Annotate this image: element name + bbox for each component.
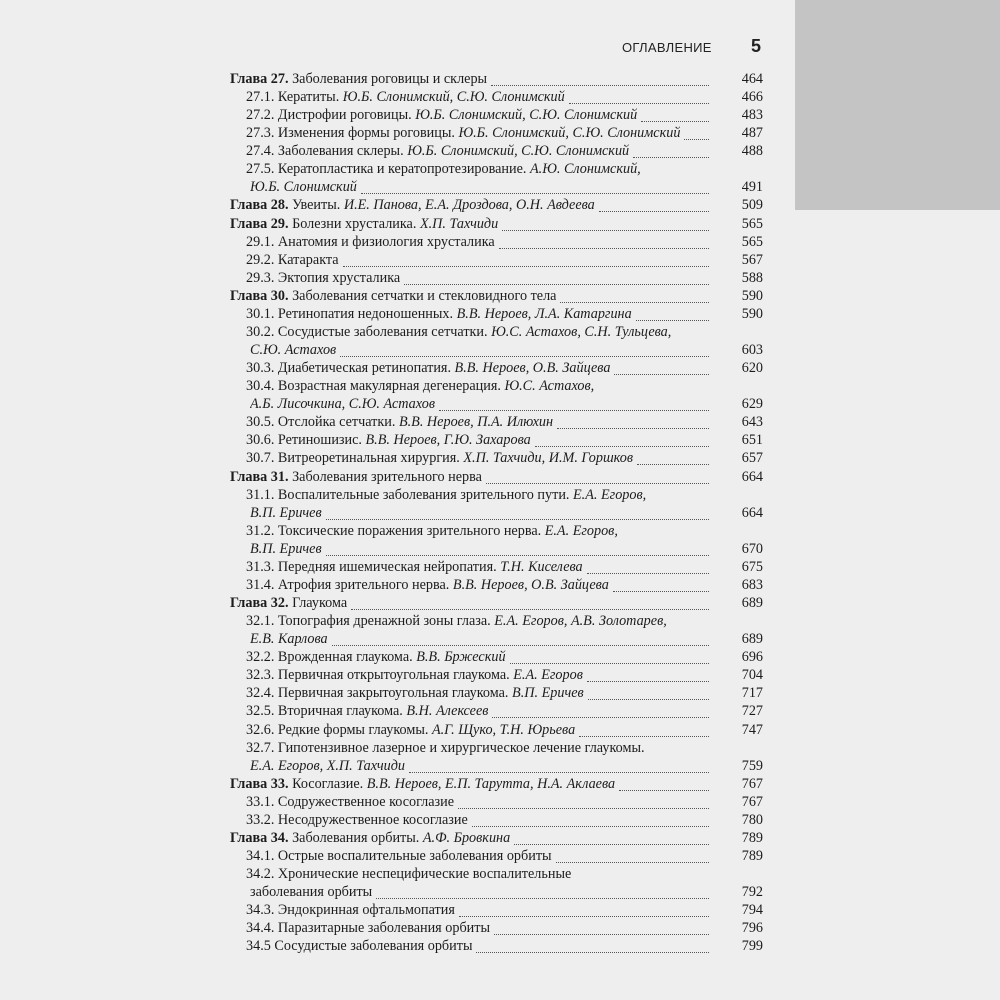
toc-dot-leader — [641, 120, 709, 122]
toc-entry-title: 30.3. Диабетическая ретинопатия. — [246, 360, 451, 377]
toc-dot-leader — [332, 644, 709, 646]
toc-entry-title: 32.2. Врожденная глаукома. — [246, 649, 413, 666]
toc-entry-line — [250, 341, 336, 359]
toc-chapter-number: Глава 31. — [230, 468, 289, 485]
toc-page-number: 780 — [741, 811, 763, 828]
toc-page-number: 727 — [741, 703, 763, 720]
toc-page-number: 466 — [741, 89, 763, 106]
toc-dot-leader — [458, 807, 709, 809]
toc-entry-title: 30.7. Витреоретинальная хирургия. — [246, 450, 460, 467]
toc-entry-authors: Е.В. Карлова — [250, 631, 328, 648]
toc-dot-leader — [376, 897, 709, 899]
toc-page-number: 689 — [741, 631, 763, 648]
toc-entry-authors: А.Г. Щуко, Т.Н. Юрьева — [431, 721, 576, 738]
toc-entry-line — [246, 919, 490, 937]
toc-entry-authors: В.В. Нероев, П.А. Илюхин — [398, 414, 554, 431]
toc-entry-line — [246, 449, 633, 467]
toc-entry-title: 30.4. Возрастная макулярная дегенерация. — [246, 378, 501, 395]
toc-page-number: 670 — [741, 540, 763, 557]
toc-dot-leader — [351, 608, 709, 610]
toc-page-number: 767 — [741, 793, 763, 810]
toc-entry-authors: Т.Н. Киселева — [500, 558, 583, 575]
toc-entry-line — [246, 558, 583, 576]
toc-page-number: 796 — [741, 920, 763, 937]
toc-page-number: 696 — [741, 649, 763, 666]
toc-chapter-line — [230, 468, 482, 486]
toc-chapter-number: Глава 27. — [230, 71, 289, 87]
toc-page-number: 603 — [741, 342, 763, 359]
toc-dot-leader — [587, 680, 709, 682]
toc-entry-title: заболевания орбиты — [250, 884, 373, 901]
toc-entry-line — [246, 142, 629, 160]
toc-chapter-line — [230, 829, 510, 847]
toc-entry-title: 30.6. Ретиношизис. — [246, 432, 362, 449]
toc-page-number: 651 — [741, 432, 763, 449]
toc-entry-title: Заболевания роговицы и склеры — [292, 71, 488, 87]
toc-entry-line — [246, 359, 610, 377]
toc-entry-title: 31.1. Воспалительные заболевания зрительного пути. — [246, 486, 570, 503]
toc-entry-title: 32.6. Редкие формы глаукомы. — [246, 721, 429, 738]
toc-dot-leader — [556, 861, 709, 863]
toc-entry-line — [246, 684, 584, 702]
toc-page-number: 483 — [741, 107, 763, 124]
toc-dot-leader — [619, 789, 709, 791]
toc-dot-leader — [588, 698, 709, 700]
toc-entry-line — [246, 702, 488, 720]
toc-dot-leader — [510, 662, 709, 664]
toc-entry-authors: Ю.С. Астахов, С.Н. Тульцева, — [491, 323, 672, 340]
toc-entry-line — [246, 251, 339, 269]
toc-entry-title: 29.1. Анатомия и физиология хрусталика — [246, 233, 495, 250]
toc-chapter-number: Глава 29. — [230, 215, 289, 232]
toc-page-number: 565 — [741, 215, 763, 232]
toc-page-number: 675 — [741, 558, 763, 575]
toc-entry-line — [250, 757, 405, 775]
toc-page-number: 588 — [741, 269, 763, 286]
toc-entry-title: Болезни хрусталика. — [292, 215, 417, 232]
toc-page-number: 664 — [741, 504, 763, 521]
toc-entry-authors: А.Б. Лисочкина, С.Ю. Астахов — [250, 396, 435, 413]
toc-entry-title: Заболевания орбиты. — [292, 829, 420, 846]
toc-entry-line — [246, 522, 618, 540]
toc-page-number: 464 — [741, 71, 763, 87]
toc-chapter-line — [230, 775, 615, 793]
toc-entry-authors: И.Е. Панова, Е.А. Дроздова, О.Н. Авдеева — [343, 197, 595, 214]
toc-entry-title: 34.3. Эндокринная офтальмопатия — [246, 902, 455, 919]
toc-page-number: 620 — [741, 360, 763, 377]
toc-page-number: 767 — [741, 775, 763, 792]
toc-entry-line — [246, 865, 571, 883]
toc-dot-leader — [340, 355, 709, 357]
toc-dot-leader — [502, 229, 709, 231]
toc-entry-line — [250, 395, 435, 413]
toc-entry-line — [246, 377, 594, 395]
toc-dot-leader — [557, 427, 709, 429]
toc-entry-authors: В.П. Еричев — [250, 540, 322, 557]
toc-entry-authors: Ю.С. Астахов, — [504, 378, 595, 395]
toc-entry-authors: Ю.Б. Слонимский, С.Ю. Слонимский — [342, 89, 565, 106]
toc-entry-line — [246, 269, 400, 287]
toc-entry-line — [246, 666, 583, 684]
toc-entry-authors: С.Ю. Астахов — [250, 342, 337, 359]
toc-page-number: 759 — [741, 757, 763, 774]
toc-entry-line — [246, 160, 641, 178]
toc-page-number: 792 — [741, 884, 763, 901]
toc-page-number: 664 — [741, 468, 763, 485]
toc-entry-line — [250, 504, 322, 522]
toc-entry-title: 32.1. Топография дренажной зоны глаза. — [246, 613, 491, 630]
toc-dot-leader — [343, 265, 709, 267]
toc-entry-line — [246, 739, 645, 757]
toc-dot-leader — [514, 843, 709, 845]
toc-page-number: 789 — [741, 848, 763, 864]
toc-dot-leader — [459, 915, 709, 917]
toc-entry-authors: В.В. Нероев, О.В. Зайцева — [452, 576, 609, 593]
toc-page-number: 487 — [741, 125, 763, 142]
toc-dot-leader — [404, 283, 709, 285]
toc-entry-title: 31.4. Атрофия зрительного нерва. — [246, 576, 450, 593]
toc-chapter-line — [230, 215, 498, 233]
toc-dot-leader — [409, 771, 709, 773]
toc-dot-leader — [587, 572, 709, 574]
toc-entry-title: Заболевания зрительного нерва — [292, 468, 482, 485]
toc-chapter-line — [230, 594, 347, 612]
toc-dot-leader — [560, 301, 709, 303]
toc-entry-title: 29.2. Катаракта — [246, 251, 339, 268]
toc-entry-title: 27.2. Дистрофии роговицы. — [246, 107, 412, 124]
toc-entry-authors: В.В. Нероев, Л.А. Катаргина — [456, 305, 632, 322]
toc-page-number: 689 — [741, 595, 763, 612]
toc-entry-authors: Е.А. Егоров, А.В. Золотарев, — [494, 613, 667, 630]
toc-entry-line — [246, 811, 468, 829]
toc-entry-line — [246, 486, 646, 504]
toc-entry-title: 27.1. Кератиты. — [246, 89, 340, 106]
toc-entry-line — [246, 901, 455, 919]
toc-entry-title: 30.5. Отслойка сетчатки. — [246, 414, 396, 431]
toc-entry-authors: В.В. Бржеский — [416, 649, 506, 666]
toc-entry-title: 33.1. Содружественное косоглазие — [246, 793, 455, 810]
toc-entry-title: 32.5. Вторичная глаукома. — [246, 703, 403, 720]
toc-page-number: 488 — [741, 143, 763, 160]
toc-entry-line — [246, 612, 667, 630]
toc-dot-leader — [579, 735, 709, 737]
toc-page-number: 590 — [741, 287, 763, 304]
toc-dot-leader — [684, 138, 709, 140]
toc-entry-title: 34.4. Паразитарные заболевания орбиты — [246, 920, 490, 937]
toc-page-number: 567 — [741, 251, 763, 268]
toc-page-number: 717 — [741, 685, 763, 702]
toc-page-number: 491 — [741, 179, 763, 196]
toc-entry-authors: В.П. Еричев — [512, 685, 584, 702]
toc-entry-authors: В.В. Нероев, Е.П. Тарутта, Н.А. Аклаева — [366, 775, 616, 792]
toc-entry-title: 31.2. Токсические поражения зрительного нерва. — [246, 522, 542, 539]
toc-dot-leader — [472, 825, 709, 827]
toc-entry-title: 32.3. Первичная открытоугольная глаукома. — [246, 667, 510, 684]
toc-dot-leader — [494, 933, 709, 935]
toc-entry-title: Заболевания сетчатки и стекловидного тела — [292, 287, 557, 304]
toc-dot-leader — [476, 951, 709, 953]
toc-dot-leader — [599, 210, 709, 212]
toc-entry-authors: Ю.Б. Слонимский, С.Ю. Слонимский — [458, 125, 681, 142]
toc-entry-authors: Х.П. Тахчиди — [419, 215, 499, 232]
toc-chapter-number: Глава 33. — [230, 775, 289, 792]
toc-page-number: 590 — [741, 305, 763, 322]
toc-page-number: 747 — [741, 721, 763, 738]
toc-entry-authors: Е.А. Егоров, — [573, 486, 647, 503]
toc-entry-title: 33.2. Несодружественное косоглазие — [246, 811, 468, 828]
toc-dot-leader — [636, 319, 709, 321]
toc-dot-leader — [569, 102, 709, 104]
toc-entry-authors: Ю.Б. Слонимский, С.Ю. Слонимский — [415, 107, 638, 124]
toc-dot-leader — [492, 716, 709, 718]
toc-dot-leader — [614, 373, 709, 375]
toc-entry-line — [246, 413, 553, 431]
toc-dot-leader — [613, 590, 709, 592]
toc-entry-authors: Е.А. Егоров — [513, 667, 583, 684]
toc-dot-leader — [326, 518, 709, 520]
toc-entry-line — [250, 178, 357, 196]
toc-entry-authors: В.В. Нероев, Г.Ю. Захарова — [365, 432, 531, 449]
toc-entry-line — [246, 233, 495, 251]
toc-dot-leader — [535, 445, 709, 447]
toc-entry-authors: Е.А. Егоров, Х.П. Тахчиди — [250, 757, 405, 774]
toc-chapter-line — [230, 70, 487, 88]
toc-entry-title: 32.7. Гипотензивное лазерное и хирургическое лечение глаукомы. — [246, 739, 645, 756]
toc-page-number: 629 — [741, 396, 763, 413]
toc-entry-authors: А.Ю. Слонимский, — [530, 161, 641, 178]
toc-entry-authors: Е.А. Егоров, — [544, 522, 618, 539]
toc-dot-leader — [326, 554, 709, 556]
toc-page-number: 657 — [741, 450, 763, 467]
toc-entry-authors: Ю.Б. Слонимский, С.Ю. Слонимский — [407, 143, 630, 160]
toc-chapter-line — [230, 196, 595, 214]
toc-entry-title: 31.3. Передняя ишемическая нейропатия. — [246, 558, 497, 575]
toc-entry-line — [246, 88, 565, 106]
toc-dot-leader — [486, 482, 709, 484]
toc-entry-line — [246, 648, 506, 666]
toc-page-number: 643 — [741, 414, 763, 431]
toc-chapter-number: Глава 28. — [230, 197, 289, 214]
running-header: ОГЛАВЛЕНИЕ — [622, 40, 712, 55]
toc-entry-authors: Х.П. Тахчиди, И.М. Горшков — [463, 450, 634, 467]
toc-page-number: 683 — [741, 576, 763, 593]
toc-page-number: 789 — [741, 829, 763, 846]
toc-entry-line — [246, 431, 531, 449]
toc-entry-authors: В.В. Нероев, О.В. Зайцева — [454, 360, 611, 377]
toc-entry-title: 34.5 Сосудистые заболевания орбиты — [246, 938, 473, 955]
toc-entry-title: 30.1. Ретинопатия недоношенных. — [246, 305, 454, 322]
toc-dot-leader — [499, 247, 709, 249]
toc-dot-leader — [491, 84, 709, 86]
toc-entry-line — [246, 721, 575, 739]
toc-dot-leader — [633, 156, 709, 158]
toc-page-number: 799 — [741, 938, 763, 955]
toc-entry-title: 27.4. Заболевания склеры. — [246, 143, 404, 160]
toc-entry-title: Глаукома — [292, 595, 348, 612]
toc-entry-title: 34.2. Хронические неспецифические воспалительные — [246, 866, 572, 883]
toc-entry-line — [250, 630, 328, 648]
toc-entry-title: Увеиты. — [292, 197, 341, 214]
page-number: 5 — [751, 36, 762, 56]
toc-entry-line — [246, 576, 609, 594]
toc-chapter-line — [230, 287, 556, 305]
toc-entry-title: 29.3. Эктопия хрусталика — [246, 269, 401, 286]
toc-dot-leader — [361, 192, 709, 194]
toc-entry-authors: А.Ф. Бровкина — [422, 829, 511, 846]
toc-entry-line — [246, 793, 454, 811]
toc-entry-authors: В.П. Еричев — [250, 504, 322, 521]
toc-page-number: 565 — [741, 233, 763, 250]
toc-page-number: 794 — [741, 902, 763, 919]
toc-chapter-number: Глава 34. — [230, 829, 289, 846]
toc-dot-leader — [439, 409, 709, 411]
toc-page-number: 509 — [741, 197, 763, 214]
toc-entry-title: 27.5. Кератопластика и кератопротезирование. — [246, 161, 527, 178]
toc-chapter-number: Глава 30. — [230, 287, 289, 304]
toc-entry-line — [246, 106, 637, 124]
toc-entry-line — [246, 323, 671, 341]
toc-entry-authors: В.Н. Алексеев — [406, 703, 489, 720]
toc-dot-leader — [637, 463, 709, 465]
toc-entry-line — [246, 124, 680, 142]
toc-chapter-number: Глава 32. — [230, 595, 289, 612]
toc-entry-title: 32.4. Первичная закрытоугольная глаукома. — [246, 685, 509, 702]
toc-entry-line — [246, 847, 552, 865]
toc-entry-title: 34.1. Острые воспалительные заболевания орбиты — [246, 848, 552, 864]
toc-entry-title: 27.3. Изменения формы роговицы. — [246, 125, 455, 142]
toc-entry-line — [250, 883, 372, 901]
toc-entry-line — [246, 937, 472, 955]
toc-entry-line — [246, 305, 632, 323]
toc-entry-line — [250, 540, 322, 558]
toc-entry-title: Косоглазие. — [292, 775, 364, 792]
toc-entry-title: 30.2. Сосудистые заболевания сетчатки. — [246, 323, 488, 340]
toc-entry-authors: Ю.Б. Слонимский — [250, 179, 357, 196]
toc-page-number: 704 — [741, 667, 763, 684]
